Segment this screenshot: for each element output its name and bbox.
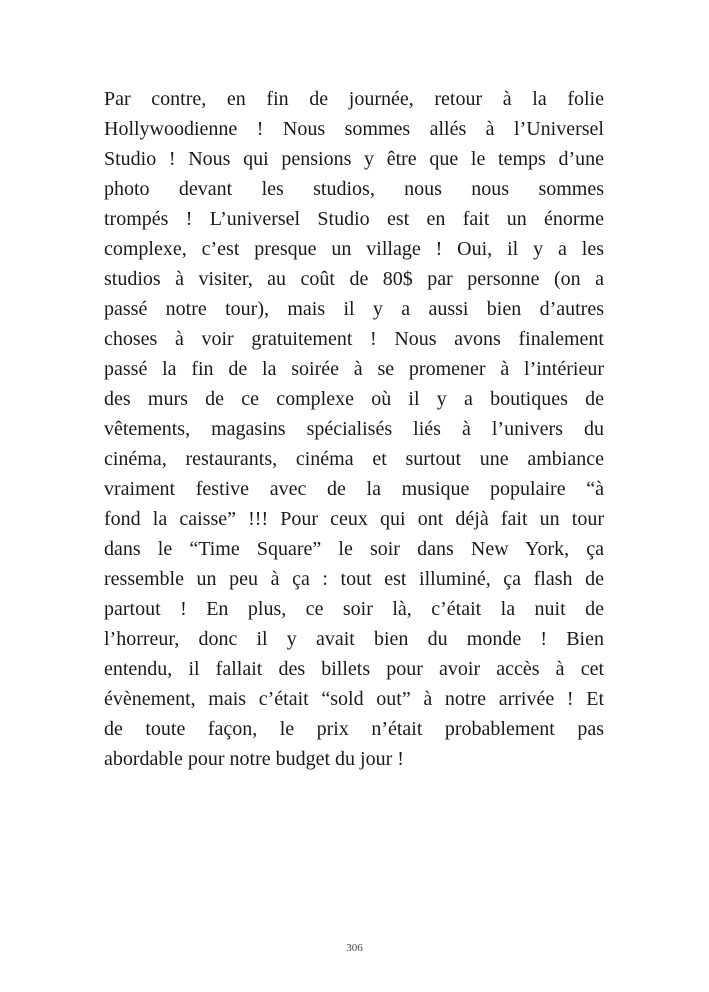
text-line: de toute façon, le prix n’était probablement pas xyxy=(104,718,604,740)
text-line: dans le “Time Square” le soir dans New York, ça xyxy=(104,538,604,560)
page-number: 306 xyxy=(346,942,363,954)
text-line: fond la caisse” !!! Pour ceux qui ont déjà fait un tour xyxy=(104,508,604,530)
text-line: choses à voir gratuitement ! Nous avons finalement xyxy=(104,328,604,350)
text-line: évènement, mais c’était “sold out” à notre arrivée ! Et xyxy=(104,688,604,710)
text-line: photo devant les studios, nous nous sommes xyxy=(104,178,604,200)
text-line: l’horreur, donc il y avait bien du monde ! Bien xyxy=(104,628,604,650)
text-line: partout ! En plus, ce soir là, c’était la nuit de xyxy=(104,598,604,620)
text-line: passé la fin de la soirée à se promener à l’intérieur xyxy=(104,358,604,380)
text-line: des murs de ce complexe où il y a boutiques de xyxy=(104,388,604,410)
text-line: Studio ! Nous qui pensions y être que le temps d’une xyxy=(104,148,604,170)
body-paragraph xyxy=(104,84,604,774)
text-line: entendu, il fallait des billets pour avoir accès à cet xyxy=(104,658,604,680)
text-line: vêtements, magasins spécialisés liés à l’univers du xyxy=(104,418,604,440)
text-line: ressemble un peu à ça : tout est illuminé, ça flash de xyxy=(104,568,604,590)
text-line: Hollywoodienne ! Nous sommes allés à l’Universel xyxy=(104,118,604,140)
text-line: trompés ! L’universel Studio est en fait un énorme xyxy=(104,208,604,230)
text-line: passé notre tour), mais il y a aussi bien d’autres xyxy=(104,298,604,320)
text-line: studios à visiter, au coût de 80$ par personne (on a xyxy=(104,268,604,290)
text-line: Par contre, en fin de journée, retour à la folie xyxy=(104,88,604,110)
text-line: vraiment festive avec de la musique populaire “à xyxy=(104,478,604,500)
text-line-last: abordable pour notre budget du jour ! xyxy=(104,748,404,770)
text-line: complexe, c’est presque un village ! Oui, il y a les xyxy=(104,238,604,260)
text-line: cinéma, restaurants, cinéma et surtout une ambiance xyxy=(104,448,604,470)
